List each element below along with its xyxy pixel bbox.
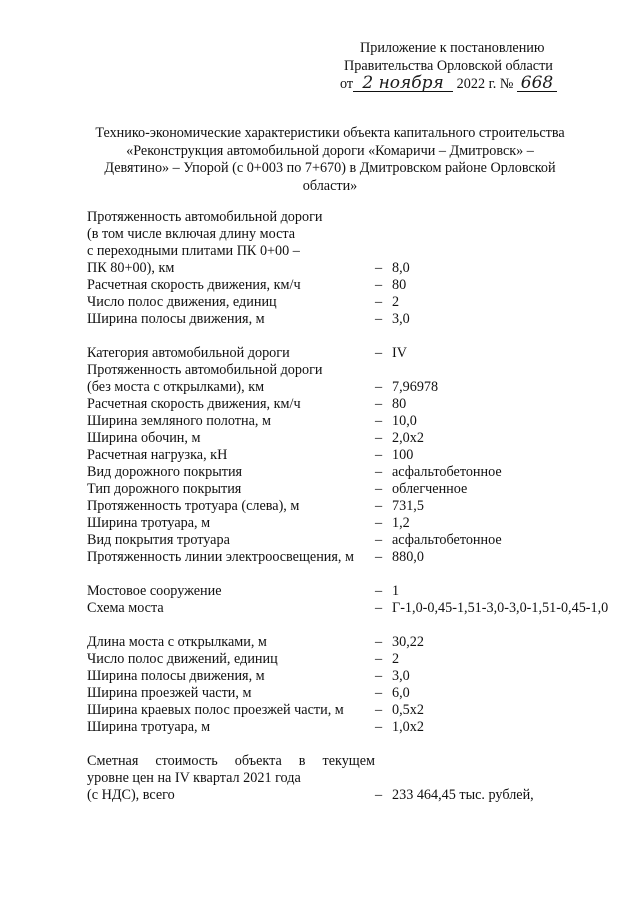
spec-value: IV xyxy=(392,345,407,361)
spec-dash: – xyxy=(375,345,383,361)
spec-row xyxy=(87,600,607,634)
spec-row xyxy=(87,549,607,566)
appendix-line-2: Правительства Орловской области xyxy=(344,58,553,74)
spec-row xyxy=(87,719,607,736)
spec-label: (без моста с открылками), км xyxy=(87,379,265,395)
bridge-scheme-value: Г-1,0-0,45-1,51-3,0-3,0-1,51-0,45-1,0 xyxy=(392,600,609,616)
spec-value: 30,22 xyxy=(392,634,424,650)
spec-dash: – xyxy=(375,583,383,599)
spec-row xyxy=(87,345,607,362)
spec-value: 1,2 xyxy=(392,515,410,531)
spec-value: 6,0 xyxy=(392,685,410,701)
spec-row xyxy=(87,668,607,685)
spec-label: Вид дорожного покрытия xyxy=(87,464,243,480)
spec-value: 731,5 xyxy=(392,498,424,514)
spec-label: Ширина обочин, м xyxy=(87,430,201,446)
spec-row xyxy=(87,209,607,226)
spec-row xyxy=(87,515,607,532)
spec-label: Мостовое сооружение xyxy=(87,583,222,599)
spec-label: Ширина земляного полотна, м xyxy=(87,413,271,429)
date-prefix: от xyxy=(340,76,354,92)
spec-dash: – xyxy=(375,464,383,480)
spec-row xyxy=(87,243,607,260)
spec-row xyxy=(87,702,607,719)
spec-value: 1 xyxy=(392,583,400,599)
spec-value: 100 xyxy=(392,447,414,463)
spec-row xyxy=(87,311,607,328)
spec-row xyxy=(87,770,607,787)
spec-row xyxy=(87,294,607,311)
spec-label: Число полос движения, единиц xyxy=(87,294,277,310)
spec-dash: – xyxy=(375,532,383,548)
spec-dash: – xyxy=(375,651,383,667)
spec-label: Число полос движений, единиц xyxy=(87,651,278,667)
spec-label: Вид покрытия тротуара xyxy=(87,532,230,548)
spec-row xyxy=(87,413,607,430)
spec-row xyxy=(87,447,607,464)
appendix-line-1: Приложение к постановлению xyxy=(360,40,545,56)
spec-row xyxy=(87,277,607,294)
cost-label-line-3: (с НДС), всего xyxy=(87,787,175,803)
spec-value: 1,0x2 xyxy=(392,719,424,735)
spec-row xyxy=(87,396,607,413)
spec-row xyxy=(87,651,607,668)
spec-value: 2,0x2 xyxy=(392,430,424,446)
specifications-list xyxy=(87,209,607,804)
spec-label: Ширина полосы движения, м xyxy=(87,668,265,684)
spec-label: Ширина краевых полос проезжей части, м xyxy=(87,702,344,718)
spec-label: Схема моста xyxy=(87,600,164,616)
spec-value: асфальтобетонное xyxy=(392,464,502,480)
spec-value: 7,96978 xyxy=(392,379,439,395)
spec-value: облегченное xyxy=(392,481,468,497)
cost-label-line-1: Сметная стоимость объекта в текущем xyxy=(87,753,375,769)
spec-dash: – xyxy=(375,515,383,531)
spec-label: Протяженность автомобильной дороги xyxy=(87,362,323,378)
spec-value: 80 xyxy=(392,277,407,293)
spec-dash: – xyxy=(375,702,383,718)
title-line-3: Девятино» – Упорой (с 0+003 по 7+670) в Дмитровском районе Орловской xyxy=(104,160,556,176)
spec-dash: – xyxy=(375,379,383,395)
title-line-4: области» xyxy=(302,177,358,194)
spec-row xyxy=(87,685,607,702)
spec-value: 0,5x2 xyxy=(392,702,424,718)
spec-label: Ширина полосы движения, м xyxy=(87,311,265,327)
spec-label: Ширина проезжей части, м xyxy=(87,685,252,701)
spec-value: 10,0 xyxy=(392,413,417,429)
spec-row xyxy=(87,753,607,770)
spec-value: асфальтобетонное xyxy=(392,532,502,548)
document-title xyxy=(80,125,580,195)
spec-row xyxy=(87,362,607,379)
spec-dash: – xyxy=(375,498,383,514)
spec-row xyxy=(87,532,607,549)
section-gap xyxy=(87,328,607,345)
spec-label: Ширина тротуара, м xyxy=(87,719,211,735)
spec-row xyxy=(87,634,607,651)
spec-value: 2 xyxy=(392,294,400,310)
spec-label: Расчетная скорость движения, км/ч xyxy=(87,277,301,293)
spec-row xyxy=(87,583,607,600)
spec-dash: – xyxy=(375,634,383,650)
spec-dash: – xyxy=(375,719,383,735)
appendix-date-line xyxy=(330,73,590,94)
spec-label: Протяженность линии электроосвещения, м xyxy=(87,549,354,565)
section-gap xyxy=(87,566,607,583)
spec-dash: – xyxy=(375,447,383,463)
spec-label: Расчетная скорость движения, км/ч xyxy=(87,396,301,412)
spec-label: Длина моста с открылками, м xyxy=(87,634,267,650)
spec-row xyxy=(87,787,607,804)
spec-dash: – xyxy=(375,413,383,429)
spec-dash: – xyxy=(375,481,383,497)
spec-dash: – xyxy=(375,311,383,327)
spec-label: Протяженность тротуара (слева), м xyxy=(87,498,300,514)
spec-label: Расчетная нагрузка, кН xyxy=(87,447,228,463)
appendix-header xyxy=(330,40,590,94)
spec-label: ПК 80+00), км xyxy=(87,260,175,276)
spec-label: Категория автомобильной дороги xyxy=(87,345,290,361)
spec-row xyxy=(87,260,607,277)
spec-row xyxy=(87,464,607,481)
spec-dash: – xyxy=(375,260,383,276)
spec-row xyxy=(87,498,607,515)
spec-dash: – xyxy=(375,396,383,412)
spec-dash: – xyxy=(375,787,383,803)
spec-label: Протяженность автомобильной дороги xyxy=(87,209,323,225)
handwritten-date: 2 ноября xyxy=(353,76,453,92)
spec-dash: – xyxy=(375,294,383,310)
spec-value: 2 xyxy=(392,651,400,667)
spec-row xyxy=(87,481,607,498)
spec-value: 880,0 xyxy=(392,549,424,565)
handwritten-number: 668 xyxy=(517,76,557,92)
section-gap xyxy=(87,736,607,753)
date-suffix: 2022 г. № xyxy=(456,76,514,92)
spec-label: (в том числе включая длину моста xyxy=(87,226,296,242)
spec-dash: – xyxy=(375,668,383,684)
spec-dash: – xyxy=(375,685,383,701)
spec-value: 8,0 xyxy=(392,260,410,276)
spec-label: Ширина тротуара, м xyxy=(87,515,211,531)
spec-row xyxy=(87,430,607,447)
title-line-2: «Реконструкция автомобильной дороги «Комаричи – Дмитровск» – xyxy=(126,142,534,159)
cost-value: 233 464,45 тыс. рублей, xyxy=(392,787,534,803)
spec-dash: – xyxy=(375,277,383,293)
title-line-1: Технико-экономические характеристики объекта капитального строительства xyxy=(95,125,565,141)
spec-dash: – xyxy=(375,600,383,616)
spec-dash: – xyxy=(375,549,383,565)
spec-dash: – xyxy=(375,430,383,446)
cost-label-line-2: уровне цен на IV квартал 2021 года xyxy=(87,770,301,786)
spec-label: с переходными плитами ПК 0+00 – xyxy=(87,243,300,259)
spec-value: 80 xyxy=(392,396,407,412)
spec-value: 3,0 xyxy=(392,311,410,327)
spec-row xyxy=(87,379,607,396)
spec-row xyxy=(87,226,607,243)
spec-value: 3,0 xyxy=(392,668,410,684)
spec-label: Тип дорожного покрытия xyxy=(87,481,242,497)
